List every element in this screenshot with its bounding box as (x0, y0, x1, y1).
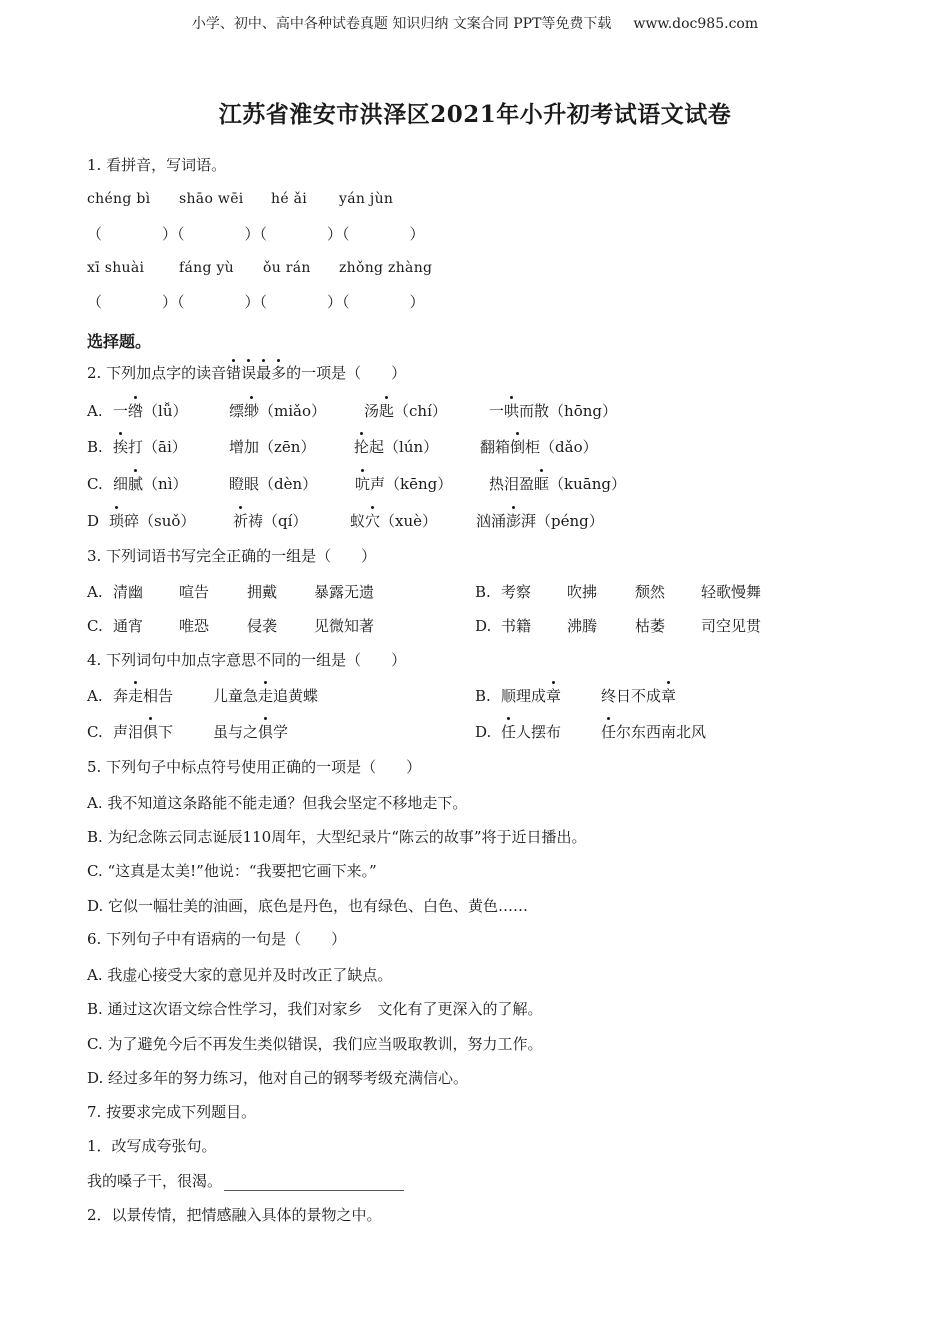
q7-sub1-sentence (87, 1171, 404, 1191)
q7-sub1: 1．改写成夸张句。 (87, 1137, 217, 1155)
q3-option-d[interactable]: D. 书籍 沸腾 枯萎 司空见贯 (475, 617, 762, 635)
q4-option-b[interactable]: B. 顺理成章 终日不成章 (475, 687, 677, 705)
q2-option-d[interactable] (87, 510, 604, 531)
dotted-char: 最 (256, 364, 272, 382)
option-item: 热泪盈眶（kuāng） (489, 475, 626, 493)
option-label: D (87, 512, 100, 530)
option-item: 挨打（āi） (113, 438, 187, 456)
q2-stem (87, 363, 406, 383)
pinyin: zhǒng zhàng (339, 260, 433, 276)
q2-option-b[interactable] (87, 436, 598, 457)
dotted-char: 误 (241, 364, 257, 382)
q4-option-c[interactable]: C. 声泪俱下 虽与之俱学 (87, 723, 289, 741)
option-item: 抡起（lún） (354, 438, 439, 456)
answer-blank[interactable] (224, 1176, 404, 1191)
option-label: A. (87, 402, 103, 420)
option-item: 吭声（kēng） (355, 475, 453, 493)
option-item: 缥缈（miǎo） (229, 402, 327, 420)
q7-sub2: 2．以景传情，把情感融入具体的景物之中。 (87, 1206, 382, 1224)
option-item: 瞪眼（dèn） (229, 475, 318, 493)
q5-option-d[interactable]: D. 它似一幅壮美的油画，底色是丹色，也有绿色、白色、黄色…… (87, 897, 529, 915)
q6-option-d[interactable]: D. 经过多年的努力练习，他对自己的钢琴考级充满信心。 (87, 1069, 469, 1087)
dotted-char: 错 (226, 364, 242, 382)
option-item: 翻箱倒柜（dǎo） (480, 438, 598, 456)
q1-answer-blanks-1[interactable]: （ ）（ ）（ ）（ ） (87, 225, 425, 243)
section-label: 选择题。 (87, 332, 152, 351)
option-label: C. (87, 475, 103, 493)
q4-option-a[interactable]: A. 奔走相告 儿童急走追黄蝶 (87, 687, 319, 705)
pinyin: yán jùn (339, 191, 394, 207)
q3-option-a[interactable]: A. 清幽 喧告 拥戴 暴露无遗 (87, 583, 375, 601)
dotted-char: 多 (271, 364, 287, 382)
pinyin: hé ǎi (271, 191, 308, 207)
q5-stem: 5. 下列句子中标点符号使用正确的一项是（ ） (87, 758, 422, 776)
q1-pinyin-row2 (87, 260, 432, 276)
pinyin: fáng yù (179, 260, 234, 276)
q3-option-b[interactable]: B. 考察 吹拂 颓然 轻歌慢舞 (475, 583, 762, 601)
q7-stem: 7. 按要求完成下列题目。 (87, 1103, 257, 1121)
q4-stem: 4. 下列词句中加点字意思不同的一组是（ ） (87, 651, 407, 669)
q3-stem: 3. 下列词语书写完全正确的一组是（ ） (87, 547, 377, 565)
option-item: 一哄而散（hōng） (489, 402, 617, 420)
option-item: 增加（zēn） (229, 438, 316, 456)
option-item: 一绺（lǚ） (113, 402, 188, 420)
pinyin: shāo wēi (179, 191, 244, 207)
page-header (0, 13, 950, 33)
q1-stem: 1. 看拼音，写词语。 (87, 156, 227, 174)
q6-option-c[interactable]: C. 为了避免今后不再发生类似错误，我们应当吸取教训，努力工作。 (87, 1035, 543, 1053)
q1-answer-blanks-2[interactable]: （ ）（ ）（ ）（ ） (87, 293, 425, 311)
q6-stem: 6. 下列句子中有语病的一句是（ ） (87, 930, 347, 948)
pinyin: ǒu rán (263, 260, 311, 276)
option-item: 祈祷（qí） (233, 512, 308, 530)
option-item: 蚁穴（xuè） (350, 512, 438, 530)
pinyin: xī shuài (87, 260, 145, 276)
option-item: 汤匙（chí） (364, 402, 447, 420)
q2-option-a[interactable] (87, 400, 617, 421)
q5-option-a[interactable]: A. 我不知道这条路能不能走通？但我会坚定不移地走下。 (87, 794, 468, 812)
option-item: 细腻（nì） (113, 475, 188, 493)
option-item: 琐碎（suǒ） (109, 512, 196, 530)
q6-option-b[interactable]: B. 通过这次语文综合性学习，我们对家乡 文化有了更深入的了解。 (87, 1000, 543, 1018)
header-site-link[interactable]: www.doc985.com (633, 16, 759, 32)
q4-option-d[interactable]: D. 任人摆布 任尔东西南北风 (475, 723, 707, 741)
q5-option-b[interactable]: B. 为纪念陈云同志诞辰110周年，大型纪录片“陈云的故事”将于近日播出。 (87, 828, 587, 846)
q6-option-a[interactable]: A. 我虚心接受大家的意见并及时改正了缺点。 (87, 966, 393, 984)
q1-pinyin-row1 (87, 191, 393, 207)
q2-option-c[interactable] (87, 473, 626, 494)
sentence-text: 我的嗓子干，很渴。 (87, 1172, 223, 1190)
q3-option-c[interactable]: C. 通宵 唯恐 侵袭 见微知著 (87, 617, 375, 635)
option-item: 汹涌澎湃（péng） (476, 512, 604, 530)
q5-option-c[interactable]: C. “这真是太美!”他说：“我要把它画下来。” (87, 862, 377, 880)
q2-stem-post: 的一项是（ ） (286, 364, 407, 382)
q2-stem-pre: 2. 下列加点字的读音 (87, 364, 227, 382)
page-title: 江苏省淮安市洪泽区2021年小升初考试语文试卷 (218, 101, 732, 128)
header-text: 小学、初中、高中各种试卷真题 知识归纳 文案合同 PPT等免费下载 (191, 16, 612, 32)
option-label: B. (87, 438, 103, 456)
pinyin: chéng bì (87, 191, 151, 207)
